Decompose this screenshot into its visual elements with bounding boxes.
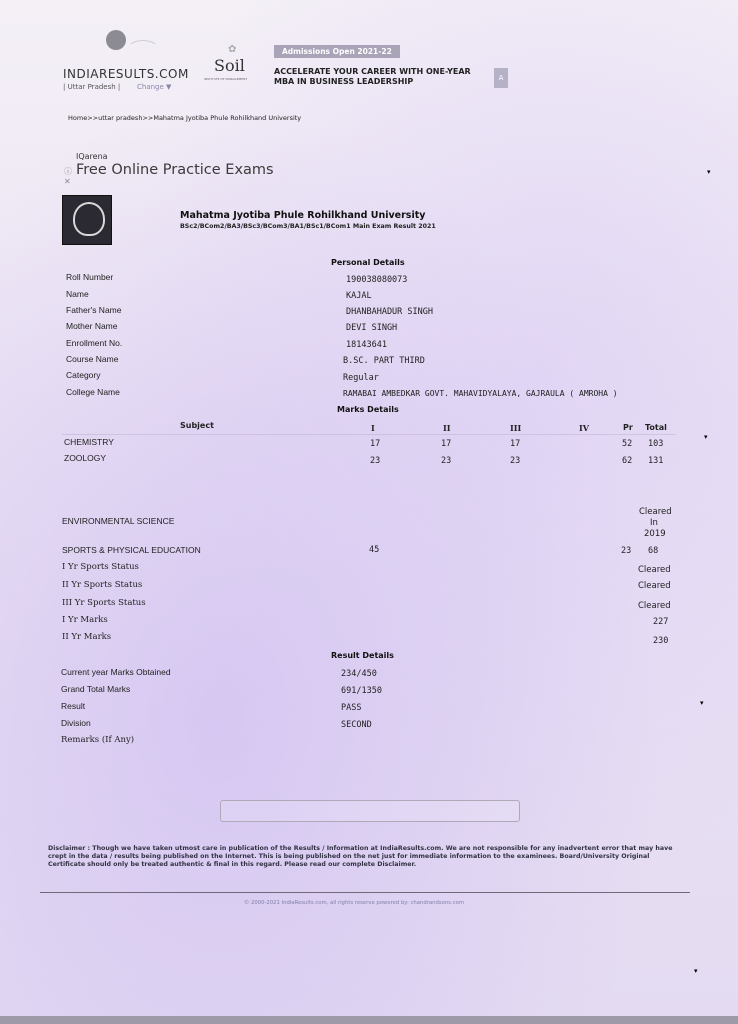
sports-mark-i: 45 (369, 545, 380, 555)
division-label: Division (61, 718, 91, 728)
roll-number-value: 190038080073 (346, 275, 408, 285)
sports-label: SPORTS & PHYSICAL EDUCATION (62, 545, 201, 555)
col-ii: II (443, 423, 451, 433)
i-yr-sports-value: Cleared (638, 565, 671, 575)
mark-ii: 23 (441, 456, 452, 466)
father-name-label: Father's Name (66, 305, 122, 315)
ad-logo[interactable]: Soil (214, 56, 245, 75)
copyright-text: © 2000-2021 IndiaResults.com, all rights reserve powered by: chandrandsons.com (244, 900, 465, 906)
table-divider (62, 434, 676, 435)
mark-i: 17 (370, 439, 381, 449)
i-yr-marks-value: 227 (653, 617, 669, 627)
course-name-value: B.SC. PART THIRD (343, 356, 425, 366)
scan-mark: ▾ (694, 967, 698, 975)
sports-mark-total: 68 (648, 546, 659, 556)
scan-mark: ▾ (704, 433, 708, 441)
seal-emblem-icon (73, 202, 105, 236)
category-value: Regular (343, 373, 379, 383)
ad-badge[interactable]: Admissions Open 2021-22 (274, 45, 400, 58)
grand-total-value: 691/1350 (341, 686, 382, 696)
close-icon[interactable]: ✕ (64, 177, 71, 186)
subject-name: ZOOLOGY (64, 453, 107, 463)
university-name: Mahatma Jyotiba Phule Rohilkhand University (180, 210, 426, 221)
ii-yr-marks-value: 230 (653, 636, 669, 646)
division-value: SECOND (341, 720, 372, 730)
mark-total: 103 (648, 439, 664, 449)
col-iv: IV (579, 423, 589, 433)
footer-divider (40, 892, 690, 893)
site-logo-text[interactable]: INDIARESULTS.COM (63, 67, 189, 81)
college-name-value: RAMABAI AMBEDKAR GOVT. MAHAVIDYALAYA, GAJRAULA ( AMROHA ) (343, 389, 618, 398)
result-value: PASS (341, 703, 362, 713)
enrollment-value: 18143641 (346, 340, 387, 350)
env-science-status-1: Cleared (639, 507, 672, 517)
i-yr-sports-label: I Yr Sports Status (62, 562, 139, 572)
father-name-value: DHANBAHADUR SINGH (346, 307, 433, 317)
scan-mark: ▾ (707, 168, 711, 176)
info-icon[interactable]: ⓘ (64, 167, 72, 176)
env-science-status-3: 2019 (644, 529, 666, 539)
i-yr-marks-label: I Yr Marks (62, 615, 108, 625)
disclaimer-text: Disclaimer : Though we have taken utmost care in publication of the Results / Information at IndiaResults.com. We are not responsible for any inadvertent error that may have crept in the data / results being published on the Internet. This is being published on the net just for immediate information to the examinees. Board/University Original Certificate should only be treated authentic & final in this regard. Please read our complete Disclaimer. (48, 845, 673, 868)
name-value: KAJAL (346, 291, 372, 301)
subject-name: CHEMISTRY (64, 437, 114, 447)
env-science-label: ENVIRONMENTAL SCIENCE (62, 516, 175, 526)
promo-brand[interactable]: IQarena (76, 152, 108, 161)
mark-i: 23 (370, 456, 381, 466)
env-science-status-2: In (650, 518, 658, 528)
college-name-label: College Name (66, 387, 120, 397)
ad-logo-sub: INSTITUTE OF MANAGEMENT (204, 77, 248, 81)
mark-iii: 23 (510, 456, 521, 466)
col-pr: Pr (623, 423, 633, 432)
col-total: Total (645, 423, 667, 432)
category-label: Category (66, 370, 101, 380)
result-details-heading: Result Details (331, 651, 394, 660)
grand-total-label: Grand Total Marks (61, 684, 131, 694)
col-subject: Subject (180, 421, 214, 430)
site-logo-icon[interactable] (106, 30, 126, 50)
enrollment-label: Enrollment No. (66, 338, 123, 348)
mark-iii: 17 (510, 439, 521, 449)
page-edge (0, 1016, 738, 1024)
name-label: Name (66, 289, 89, 299)
change-region-link[interactable]: Change ▼ (137, 83, 172, 91)
mark-ii: 17 (441, 439, 452, 449)
promo-title[interactable]: Free Online Practice Exams (76, 162, 274, 178)
marks-details-heading: Marks Details (337, 405, 399, 414)
col-i: I (371, 423, 375, 433)
ad-headline-2[interactable]: MBA IN BUSINESS LEADERSHIP (274, 77, 414, 86)
ad-button[interactable]: A (494, 68, 508, 88)
personal-details-heading: Personal Details (331, 258, 405, 267)
scan-mark: ▾ (700, 699, 704, 707)
current-marks-label: Current year Marks Obtained (61, 667, 171, 677)
iii-yr-sports-label: III Yr Sports Status (62, 598, 146, 608)
sports-mark-pr: 23 (621, 546, 632, 556)
iii-yr-sports-value: Cleared (638, 601, 671, 611)
ii-yr-marks-label: II Yr Marks (62, 632, 112, 642)
mark-pr: 52 (622, 439, 633, 449)
remarks-label: Remarks (If Any) (61, 735, 135, 745)
mark-total: 131 (648, 456, 664, 466)
course-name-label: Course Name (66, 354, 119, 364)
soil-lotus-icon: ✿ (228, 44, 237, 55)
breadcrumb[interactable]: Home>>uttar pradesh>>Mahatma Jyotiba Phule Rohilkhand University (68, 114, 302, 122)
col-iii: III (510, 423, 522, 433)
ii-yr-sports-value: Cleared (638, 581, 671, 591)
university-seal (62, 195, 112, 245)
ad-placeholder[interactable] (220, 800, 520, 822)
ii-yr-sports-label: II Yr Sports Status (62, 580, 143, 590)
current-marks-value: 234/450 (341, 669, 377, 679)
region-label: | Uttar Pradesh | (63, 83, 121, 91)
exam-name: BSc2/BCom2/BA3/BSc3/BCom3/BA1/BSc1/BCom1 Main Exam Result 2021 (180, 223, 436, 230)
roll-number-label: Roll Number (66, 272, 114, 282)
ad-headline-1[interactable]: ACCELERATE YOUR CAREER WITH ONE-YEAR (274, 67, 471, 76)
result-label: Result (61, 701, 86, 711)
mark-pr: 62 (622, 456, 633, 466)
mother-name-label: Mother Name (66, 321, 118, 331)
mother-name-value: DEVI SINGH (346, 323, 398, 333)
site-logo-swoosh-icon (127, 40, 159, 60)
